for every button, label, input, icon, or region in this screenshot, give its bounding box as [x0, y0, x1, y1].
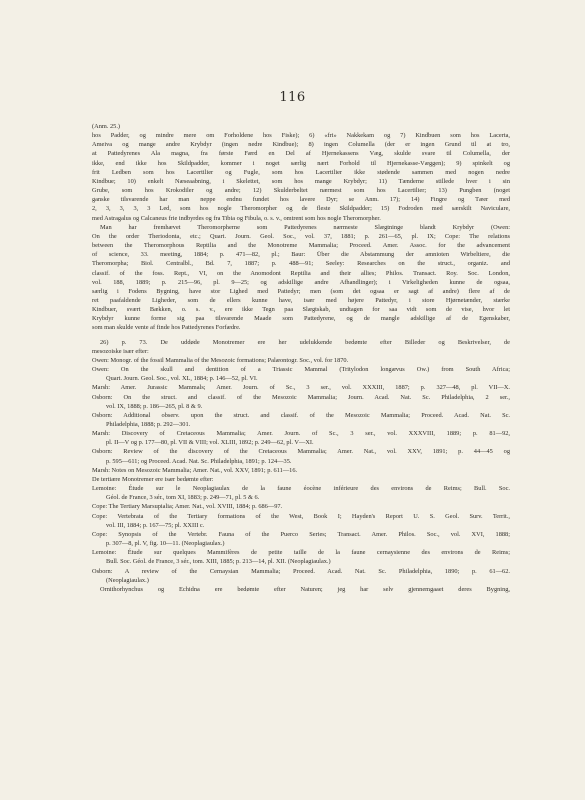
note-25-line: On the order Theriodonta, etc.; Quart. Journ. Geol. Soc., vol. 37, 1881; p. 261—65, pl. IX; Cope: The relations	[92, 232, 510, 240]
reference-entry: (Neoplagiaulax.)	[106, 576, 149, 584]
note-25-line: 2, 3, 3, 3, 3 Led, som hos nogle Theromorpher og de fleste Skildpadder; 15) Fodroden med særskilt Naviculare,	[92, 205, 510, 213]
note-26-line: 26) p. 73. De uddøde Monotremer ere her udelukkende bedømte efter Billeder og Beskrivelser, de	[100, 338, 510, 346]
note-25-line: Man har fremhævet Theromorpherne som Pattedyrenes nærmeste Slægtninge blandt Krybdyr (Owen:	[100, 223, 510, 231]
note-25-line: vol. 188, 1889; p. 215—96, pl. 9—25; og adskillige andre Afhandlinger); i Virkeligheden kunne de ogsaa,	[92, 278, 510, 286]
reference-subheading: De tertiære Monotremer ere især bedømte efter:	[92, 475, 214, 483]
reference-entry: Osborn: Review of the discovery of the Cretaceous Mammalia; Amer. Nat., vol. XXV, 1891; p. 44—45 og	[92, 448, 510, 456]
reference-entry: Quart. Journ. Geol. Soc., vol. XL, 1884; p. 146—52, pl. VI.	[106, 375, 258, 383]
reference-entry: Cope: Synopsis of the Vertebr. Fauna of the Puerco Series; Transact. Amer. Philos. Soc., vol. XVI, 1888;	[92, 530, 510, 538]
note-25-line: ikke, end ikke hos Skildpadder, kommer i noget særlig nært Forhold til Hjernekasse-Væggen); 9) spinkelt og	[92, 159, 510, 167]
body-text	[92, 122, 510, 594]
note-25-line: Kindbuer, svært Bækken, o. s. v., ere ikke Tegn paa Slægtskab, undtagen for saa vidt som de vise, hvor let	[92, 306, 510, 314]
reference-entry: Bull. Soc. Géol. de France, 3 sér., tom. XIII, 1885; p. 213—14, pl. XII. (Neoplagiaulax.)	[106, 558, 331, 566]
reference-entry: p. 595—611; og Proceed. Acad. Nat. Sc. Philadelphia, 1891; p. 124—35.	[106, 457, 292, 465]
note-25-line: Kindbue; 10) enkelt Næseaabning, i Skelettet, som hos mange Krybdyr; 11) Tænderne stillede hver i sin	[92, 177, 510, 185]
note-25-line: of science, 33. meeting, 1884; p. 471—82, pl.; Baur: Über die Abstammung der amnioten Wirbeltiere, die	[92, 251, 510, 259]
note-25-line: med Astragalus og Calcaneus frie indbyrdes og fra Tibia og Fibula, o. s. v., omtrent som hos nogle Theromorpher.	[92, 214, 381, 222]
note-25-line: hos Padder, og mindre mere om Forholdene hos Fiske); 6) «fri» Nakkekam og 7) Kindbuen som hos Lacerta,	[92, 132, 510, 140]
reference-entry: Osborn: A review of the Cernaysian Mammalia; Proceed. Acad. Nat. Sc. Philadelphia, 1890; p. 61—62.	[92, 567, 510, 575]
reference-entry: Marsh: Discovery of Cretaceous Mammalia; Amer. Journ. of Sc., 3 ser., vol. XXXVIII, 1889; p. 81—92,	[92, 430, 510, 438]
reference-entry: Lemoine: Étude sur quelques Mammifères de petite taille de la faune cernaysienne des environs de Reims;	[92, 549, 510, 557]
reference-entry: Philadelphia, 1888; p. 292—301.	[106, 421, 191, 428]
reference-entry: p. 307—8, pl. V, fig. 10—11. (Neoplagiaulax.)	[106, 540, 225, 548]
reference-entry: Marsh: Amer. Jurassic Mammals; Amer. Journ. of Sc., 3 ser., vol. XXXIII, 1887; p. 327—48, pl. VII—X.	[92, 384, 510, 392]
reference-entry: pl. II—V og p. 177—80, pl. VII & VIII; vol. XLIII, 1892; p. 249—62, pl. V—XI.	[106, 439, 314, 447]
note-25-line: Krybdyr kunne forme sig paa tilsvarende Maade som Pattedyrene, og de mangle adskillige af de Egenskaber,	[92, 315, 510, 323]
note-25-line: Grube, som hos Krokodiler og andre; 12) Skulderbeltet nærmest som hos Lacertilier; 13) Pungben (noget	[92, 187, 510, 195]
note-25-line: særlig i Fodens Bygning, have stor Lighed med Pattedyr; men (som det ogsaa er sagt af andre) flere af de	[92, 287, 510, 295]
reference-entry: Cope: Vertebrata of the Tertiary formations of the West, Book I; Hayden's Report U. S. Geol. Surv. Territ.,	[92, 512, 510, 520]
page-number: 116	[279, 90, 306, 105]
reference-entry: Osborn: On the struct. and classif. of the Mesozoic Mammalia; Journ. Acad. Nat. Sc. Philadelphia, 2 ser.,	[92, 393, 510, 401]
reference-entry: vol. III, 1884; p. 167—75; pl. XXIII c.	[106, 521, 205, 529]
note-26-line: Ornithorhynchus og Echidna ere bedømte efter Naturen; jeg har selv gjennemgaaet deres Bygning,	[100, 585, 510, 593]
reference-entry: Cope: The Tertiary Marsupialia; Amer. Nat., vol. XVIII, 1884; p. 686—97.	[92, 503, 283, 511]
note-25-line: som man skulde vente af finde hos Pattedyrenes Forfædre.	[92, 324, 241, 332]
reference-entry: Géol. de France, 3 sér., tom XI, 1883; p. 249—71, pl. 5 & 6.	[106, 494, 260, 502]
note-25-line: ret paafaldende Ligheder, som de ellers kunne have, især med højere Pattedyr, i store Hjørnetænder, stærke	[92, 296, 510, 304]
reference-entry: Osborn: Additional observ. upon the struct. and classif. of the Mesozoic Mammalia; Proceed. Acad. Nat. Sc.	[92, 411, 510, 419]
note-25-line: Theromorpha; Biol. Centralbl., Bd. 7, 1887; p. 488—91; Seeley: Researches on the struct., organiz. and	[92, 260, 510, 268]
note-25-paragraph	[92, 131, 510, 332]
note-26-line: mesozoiske især efter:	[92, 347, 149, 355]
note-25-line: between the Theromorphous Reptilia and the Monotreme Mammalia; Proceed. Amer. Assoc. for the advancement	[92, 242, 510, 250]
reference-entry: Owen: On the skull and dentition of a Triassic Mammal (Tritylodon longævus Ow.) from South Africa;	[92, 366, 510, 374]
reference-entry: Marsh: Notes on Mesozoic Mammalia; Amer. Nat., vol. XXV, 1891; p. 611—16.	[92, 466, 298, 474]
note-26-paragraph	[92, 338, 510, 594]
note-25-line: frit Ledben som hos Lacertilier og Fugle, som hos Lacertilier ikke stødende sammen med nogen nedre	[92, 168, 510, 176]
note-25-line: Ameiva og mange andre Krybdyr (ingen nedre Kindbue); 8) ingen Columella (der er ingen Grund til at tro,	[92, 141, 510, 149]
note-25-line: at Pattedyrenes Ala magna, fra første Færd en Del af Hjernekassens Væg, skulde svare til Columella, der	[92, 150, 510, 158]
reference-entry: Lemoine: Étude sur le Neoplagiaulax de la faune éocène inférieure des environs de Reims; Bull. Soc.	[92, 485, 510, 493]
note-25-line: classif. of the foss. Rept., VI, on the Anomodont Reptilia and their allies; Philos. Transact. Roy. Soc. London,	[92, 269, 510, 277]
note-25-heading: (Anm. 25.)	[92, 123, 121, 130]
note-25-line: ganske tilsvarende har man neppe endnu fundet hos lavere Dyr; se Anm. 17); 14) Fingre og Tæer med	[92, 196, 510, 204]
reference-entry: Owen: Monogr. of the fossil Mammalia of the Mesozoic formations; Palæontogr. Soc., vol. for 1870.	[92, 356, 349, 364]
reference-entry: vol. IX, 1888; p. 186—265, pl. 8 & 9.	[106, 402, 203, 410]
